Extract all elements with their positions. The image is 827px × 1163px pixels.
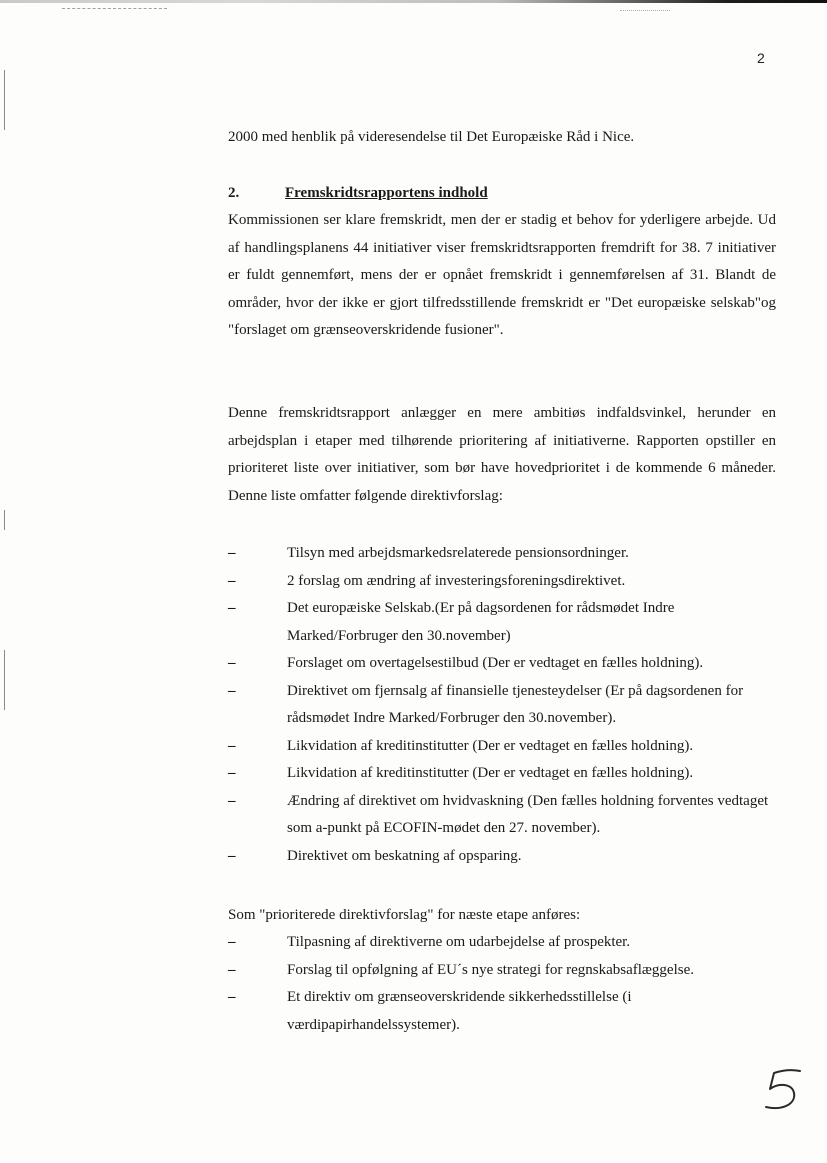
list-item — [228, 843, 776, 871]
list-item-text: Ændring af direktivet om hvidvaskning (Den fælles holdning forventes vedtaget som a-punkt på ECOFIN-mødet den 27. november). — [287, 792, 769, 836]
page-number: 2 — [757, 50, 765, 66]
handwritten-page-mark — [760, 1065, 806, 1115]
list-dash: – — [228, 792, 236, 809]
list-item-text: Det europæiske Selskab.(Er på dagsordenen for rådsmødet Indre Marked/Forbruger den 30.november) — [287, 600, 675, 644]
list-dash: – — [228, 600, 236, 616]
list-item — [228, 788, 776, 843]
scan-margin-line — [4, 650, 5, 710]
paragraph-ambition — [228, 400, 776, 510]
list-item — [228, 678, 776, 733]
scan-margin-line — [4, 510, 5, 530]
list-item — [228, 650, 776, 678]
section-heading — [228, 180, 488, 207]
list-dash: – — [228, 545, 236, 561]
list-dash: – — [228, 989, 236, 1005]
list-item-text: Forslag til opfølgning af EU´s nye strategi for regnskabsaflæggelse. — [287, 961, 694, 978]
list-item-text: Likvidation af kreditinstitutter (Der er vedtaget en fælles holdning). — [287, 765, 694, 781]
list-item-text: Likvidation af kreditinstitutter (Der er vedtaget en fælles holdning). — [287, 737, 694, 754]
list-dash: – — [228, 682, 236, 699]
list-item-text: Tilsyn med arbejdsmarkedsrelaterede pensionsordninger. — [287, 545, 629, 561]
next-stage-intro — [228, 902, 776, 930]
list-item — [228, 957, 776, 985]
paragraph-text: Denne fremskridtsrapport anlægger en mere ambitiøs indfaldsvinkel, herunder en arbejdsplan i etaper med tilhørende prioritering af initiativerne. Rapporten opstiller en prioriteret liste over initiativer, som bør have hovedprioritet i de kommende 6 måneder. Denne liste omfatter følgende direktivforslag: — [228, 405, 776, 504]
list-item — [228, 733, 776, 761]
list-item-text: Et direktiv om grænseoverskridende sikkerhedsstillelse (i værdipapirhandelssystemer). — [287, 989, 632, 1033]
list-item-text: 2 forslag om ændring af investeringsforeningsdirektivet. — [287, 572, 626, 589]
intro-text: 2000 med henblik på videresendelse til Det Europæiske Råd i Nice. — [228, 129, 635, 145]
list-dash: – — [228, 934, 236, 950]
intro-paragraph — [228, 124, 776, 152]
list-dash: – — [228, 737, 236, 754]
list-item-text: Tilpasning af direktiverne om udarbejdelse af prospekter. — [287, 934, 631, 950]
section-title: Fremskridtsrapportens indhold — [285, 185, 488, 201]
list-item-text: Direktivet om beskatning af opsparing. — [287, 847, 522, 864]
list-item — [228, 984, 776, 1039]
list-dash: – — [228, 765, 236, 781]
list-item — [228, 595, 776, 650]
next-stage-text: Som "prioriterede direktivforslag" for næste etape anføres: — [228, 907, 581, 923]
fax-header-marks — [62, 8, 167, 17]
list-item — [228, 760, 776, 788]
fax-header-marks-right — [620, 10, 670, 15]
list-item — [228, 929, 776, 957]
list-dash: – — [228, 961, 236, 978]
section-number: 2. — [228, 185, 240, 201]
priority-directive-list — [228, 540, 776, 870]
scan-margin-line — [4, 70, 5, 130]
list-item-text: Direktivet om fjernsalg af finansielle tjenesteydelser (Er på dagsordenen for rådsmødet Indre Marked/Forbruger den 30.november). — [287, 682, 744, 726]
paragraph-progress — [228, 207, 776, 345]
list-dash: – — [228, 847, 236, 864]
list-item-text: Forslaget om overtagelsestilbud (Der er vedtaget en fælles holdning). — [287, 655, 704, 671]
list-dash: – — [228, 572, 236, 589]
list-item — [228, 568, 776, 596]
next-stage-list — [228, 929, 776, 1039]
fax-header-rule — [0, 0, 827, 3]
list-dash: – — [228, 655, 236, 671]
paragraph-text: Kommissionen ser klare fremskridt, men der er stadig et behov for yderligere arbejde. Ud af handlingsplanens 44 initiativer viser fremskridtsrapporten fremdrift for 38. 7 initiativer er fuldt gennemført, mens der er opnået fremskridt i gennemførelsen af 31. Blandt de områder, hvor der ikke er gjort tilfredsstillende fremskridt er "Det europæiske selskab"og "forslaget om grænseoverskridende fusioner". — [228, 212, 776, 338]
list-item — [228, 540, 776, 568]
